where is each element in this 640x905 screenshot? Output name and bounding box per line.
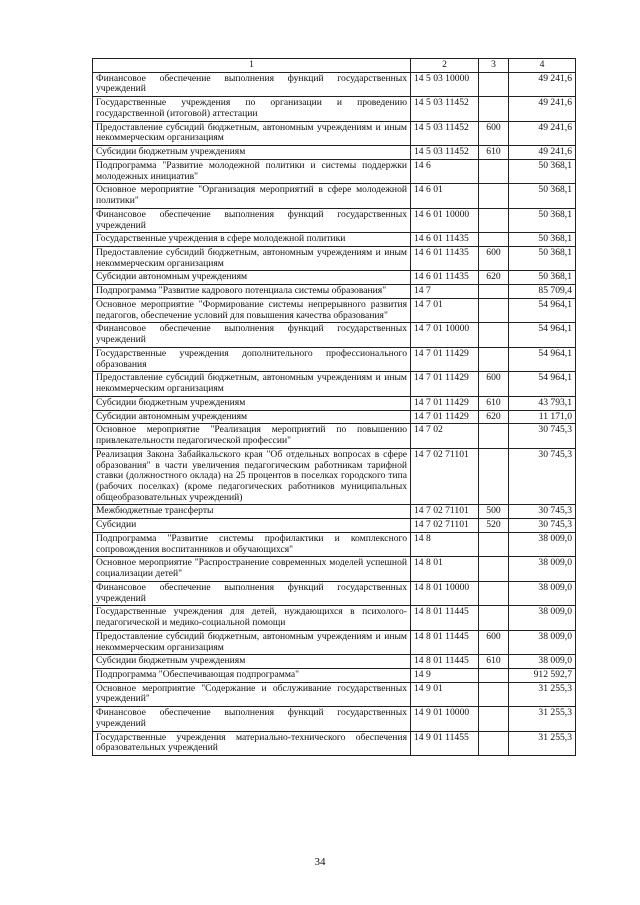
row-amount: 38 009,0 [509,557,576,581]
row-name: Государственные учреждения материально-технического обеспечения образовательных учреждений [93,731,411,755]
row-expense-type [479,424,509,448]
row-code: 14 7 01 11429 [411,410,479,424]
row-name: Предоставление субсидий бюджетным, автономным учреждениям и иным некоммерческим организациям [93,121,411,145]
row-amount: 54 964,1 [509,372,576,396]
row-code: 14 7 01 [411,298,479,322]
table-row [93,668,576,682]
row-code: 14 7 [411,285,479,299]
table-header-row [93,59,576,73]
row-expense-type [479,557,509,581]
row-amount: 38 009,0 [509,606,576,630]
row-code: 14 6 [411,159,479,183]
row-name: Финансовое обеспечение выполнения функций государственных учреждений [93,707,411,731]
row-amount: 30 745,3 [509,505,576,519]
row-expense-type: 520 [479,519,509,533]
row-code: 14 7 01 11429 [411,372,479,396]
row-amount: 30 745,3 [509,519,576,533]
table-row [93,707,576,731]
table-row [93,271,576,285]
table-row [93,323,576,347]
row-amount: 30 745,3 [509,424,576,448]
table-row [93,424,576,448]
table-row [93,606,576,630]
row-code: 14 6 01 11435 [411,271,479,285]
row-code: 14 7 01 11429 [411,396,479,410]
row-amount: 31 255,3 [509,731,576,755]
table-row [93,519,576,533]
row-expense-type [479,731,509,755]
row-expense-type [479,707,509,731]
row-expense-type [479,581,509,605]
budget-table [92,58,576,756]
row-code: 14 8 01 11445 [411,655,479,669]
row-expense-type: 610 [479,396,509,410]
header-cell-1: 1 [93,59,411,73]
row-amount: 50 368,1 [509,233,576,247]
row-expense-type [479,323,509,347]
table-row [93,655,576,669]
row-amount: 38 009,0 [509,655,576,669]
row-amount: 54 964,1 [509,323,576,347]
row-code: 14 8 01 11445 [411,630,479,654]
row-name: Финансовое обеспечение выполнения функций государственных учреждений [93,323,411,347]
row-amount: 49 241,6 [509,72,576,96]
row-name: Субсидии бюджетным учреждениям [93,146,411,160]
row-expense-type [479,347,509,371]
table-row [93,285,576,299]
row-name: Государственные учреждения в сфере молодежной политики [93,233,411,247]
row-expense-type: 610 [479,655,509,669]
row-amount: 912 592,7 [509,668,576,682]
row-name: Реализация Закона Забайкальского края "Об отдельных вопросах в сфере образования" в части увеличения педагогическим работникам тарифной ставки (должностного оклада) на 25 процентов в поселках городского типа (рабочих поселках) (кроме педагогических работников муниципальных общеобразовательных учреждений) [93,448,411,505]
row-code: 14 5 03 11452 [411,146,479,160]
row-code: 14 7 02 71101 [411,519,479,533]
row-expense-type [479,233,509,247]
row-expense-type [479,72,509,96]
row-expense-type [479,606,509,630]
table-row [93,731,576,755]
row-code: 14 5 03 11452 [411,97,479,121]
row-code: 14 7 01 10000 [411,323,479,347]
row-code: 14 8 01 11445 [411,606,479,630]
row-name: Предоставление субсидий бюджетным, автономным учреждениям и иным некоммерческим организациям [93,247,411,271]
row-code: 14 8 01 [411,557,479,581]
table-row [93,347,576,371]
row-code: 14 6 01 10000 [411,208,479,232]
row-code: 14 9 [411,668,479,682]
table-row [93,247,576,271]
row-code: 14 6 01 11435 [411,233,479,247]
row-amount: 50 368,1 [509,208,576,232]
row-amount: 43 793,1 [509,396,576,410]
table-row [93,581,576,605]
row-name: Подпрограмма "Обеспечивающая подпрограмма" [93,668,411,682]
row-amount: 49 241,6 [509,146,576,160]
row-code: 14 9 01 10000 [411,707,479,731]
header-cell-4: 4 [509,59,576,73]
row-code: 14 7 02 71101 [411,448,479,505]
row-expense-type: 620 [479,271,509,285]
table-row [93,372,576,396]
row-expense-type [479,682,509,706]
row-name: Основное мероприятие "Реализация мероприятий по повышению привлекательности педагогической профессии" [93,424,411,448]
row-expense-type [479,298,509,322]
row-code: 14 7 01 11429 [411,347,479,371]
table-row [93,146,576,160]
table-row [93,557,576,581]
row-code: 14 5 03 10000 [411,72,479,96]
row-code: 14 8 [411,532,479,556]
row-amount: 50 368,1 [509,159,576,183]
row-code: 14 5 03 11452 [411,121,479,145]
row-name: Межбюджетные трансферты [93,505,411,519]
row-expense-type: 600 [479,630,509,654]
row-amount: 49 241,6 [509,121,576,145]
row-expense-type [479,97,509,121]
row-amount: 50 368,1 [509,247,576,271]
row-name: Финансовое обеспечение выполнения функций государственных учреждений [93,208,411,232]
row-expense-type [479,159,509,183]
row-expense-type [479,184,509,208]
row-amount: 54 964,1 [509,298,576,322]
row-name: Основное мероприятие "Распространение современных моделей успешной социализации детей" [93,557,411,581]
row-amount: 11 171,0 [509,410,576,424]
row-amount: 38 009,0 [509,581,576,605]
table-row [93,72,576,96]
row-expense-type [479,285,509,299]
table-row [93,208,576,232]
row-name: Субсидии бюджетным учреждениям [93,655,411,669]
row-name: Государственные учреждения дополнительного профессионального образования [93,347,411,371]
row-code: 14 7 02 71101 [411,505,479,519]
row-name: Субсидии автономным учреждениям [93,271,411,285]
row-amount: 31 255,3 [509,682,576,706]
row-name: Субсидии бюджетным учреждениям [93,396,411,410]
row-expense-type: 620 [479,410,509,424]
row-name: Государственные учреждения для детей, нуждающихся в психолого-педагогической и медико-социальной помощи [93,606,411,630]
page-number: 34 [314,856,326,868]
row-name: Основное мероприятие "Содержание и обслуживание государственных учреждений" [93,682,411,706]
row-amount: 38 009,0 [509,630,576,654]
header-cell-3: 3 [479,59,509,73]
row-name: Субсидии [93,519,411,533]
row-name: Государственные учреждения по организации и проведению государственной (итоговой) аттестации [93,97,411,121]
row-name: Основное мероприятие "Формирование системы непрерывного развития педагогов, обеспечение условий для повышения качества образования" [93,298,411,322]
row-amount: 50 368,1 [509,271,576,285]
row-name: Финансовое обеспечение выполнения функций государственных учреждений [93,581,411,605]
row-code: 14 9 01 11455 [411,731,479,755]
row-name: Подпрограмма "Развитие системы профилактики и комплексного сопровождения воспитанников и обучающихся" [93,532,411,556]
row-expense-type: 600 [479,372,509,396]
row-code: 14 7 02 [411,424,479,448]
table-row [93,505,576,519]
table-row [93,532,576,556]
row-expense-type: 600 [479,121,509,145]
table-row [93,396,576,410]
table-row [93,682,576,706]
row-name: Подпрограмма "Развитие молодежной политики и системы поддержки молодежных инициатив" [93,159,411,183]
table-row [93,448,576,505]
row-code: 14 6 01 [411,184,479,208]
row-amount: 54 964,1 [509,347,576,371]
row-expense-type: 600 [479,247,509,271]
row-code: 14 8 01 10000 [411,581,479,605]
table-row [93,184,576,208]
table-row [93,121,576,145]
row-code: 14 9 01 [411,682,479,706]
row-name: Подпрограмма "Развитие кадрового потенциала системы образования" [93,285,411,299]
row-name: Основное мероприятие "Организация мероприятий в сфере молодежной политики" [93,184,411,208]
row-amount: 38 009,0 [509,532,576,556]
row-expense-type: 610 [479,146,509,160]
row-expense-type [479,208,509,232]
table-row [93,298,576,322]
row-amount: 49 241,6 [509,97,576,121]
row-amount: 85 709,4 [509,285,576,299]
row-name: Финансовое обеспечение выполнения функций государственных учреждений [93,72,411,96]
table-body [93,72,576,755]
row-name: Субсидии автономным учреждениям [93,410,411,424]
header-cell-2: 2 [411,59,479,73]
row-expense-type: 500 [479,505,509,519]
row-name: Предоставление субсидий бюджетным, автономным учреждениям и иным некоммерческим организациям [93,630,411,654]
table-row [93,410,576,424]
row-expense-type [479,668,509,682]
row-amount: 50 368,1 [509,184,576,208]
table-row [93,630,576,654]
row-amount: 30 745,3 [509,448,576,505]
table-row [93,233,576,247]
table-row [93,159,576,183]
table-row [93,97,576,121]
row-expense-type [479,532,509,556]
row-name: Предоставление субсидий бюджетным, автономным учреждениям и иным некоммерческим организациям [93,372,411,396]
row-code: 14 6 01 11435 [411,247,479,271]
row-amount: 31 255,3 [509,707,576,731]
row-expense-type [479,448,509,505]
